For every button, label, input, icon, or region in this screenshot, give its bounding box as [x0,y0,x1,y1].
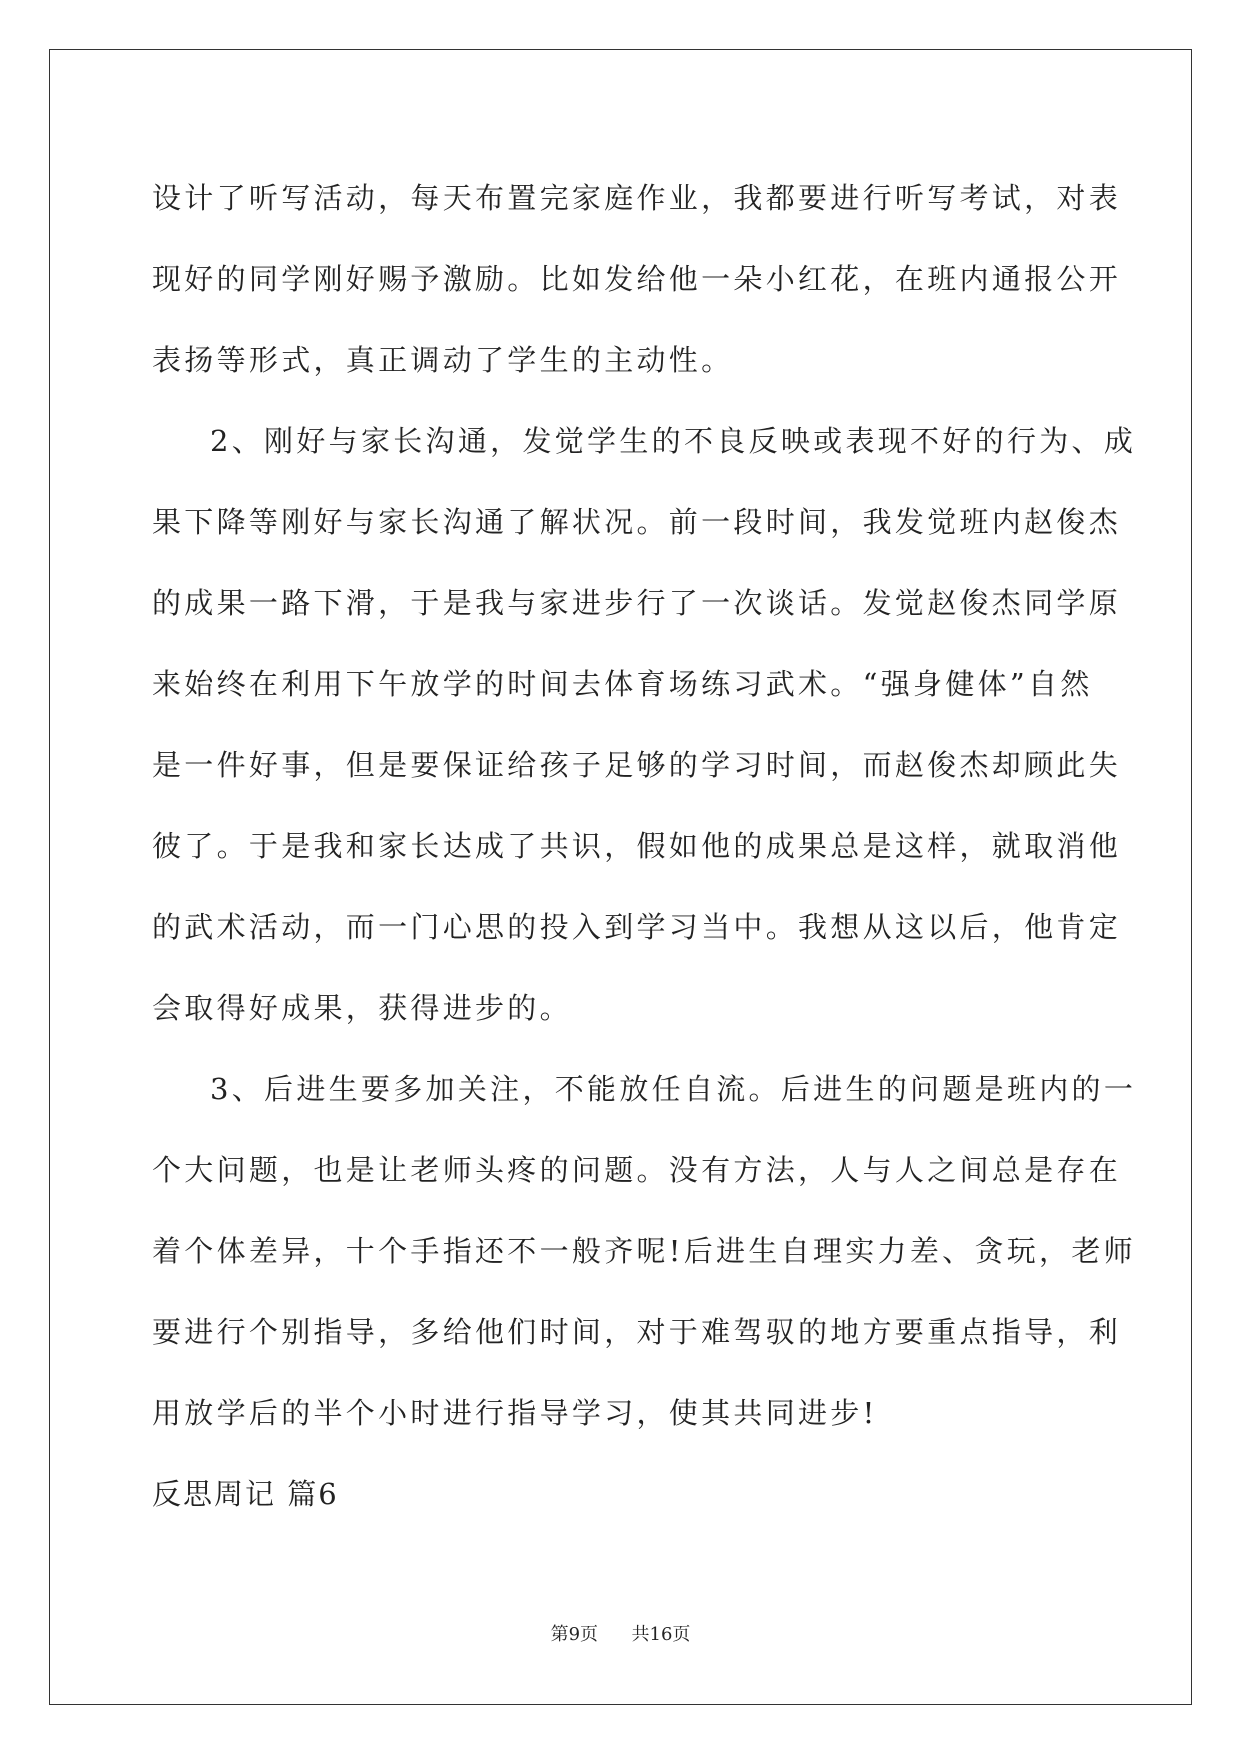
page-number-total: 共16页 [631,1624,691,1645]
text-line: 用放学后的半个小时进行指导学习，使其共同进步! [152,1396,878,1430]
paragraph-start-line: 3、后进生要多加关注，不能放任自流。后进生的问题是班内的一 [210,1072,1137,1106]
text-line: 表扬等形式，真正调动了学生的主动性。 [152,343,734,377]
text-line: 是一件好事，但是要保证给孩子足够的学习时间，而赵俊杰却顾此失 [152,748,1122,782]
document-body [152,158,1137,1535]
text-line: 会取得好成果，获得进步的。 [152,991,572,1025]
text-line: 彼了。于是我和家长达成了共识，假如他的成果总是这样，就取消他 [152,829,1122,863]
paragraph-start-line: 2、刚好与家长沟通，发觉学生的不良反映或表现不好的行为、成 [210,424,1137,458]
text-line: 果下降等刚好与家长沟通了解状况。前一段时间，我发觉班内赵俊杰 [152,505,1122,539]
text-line: 要进行个别指导，多给他们时间，对于难驾驭的地方要重点指导，利 [152,1315,1122,1349]
text-line: 现好的同学刚好赐予激励。比如发给他一朵小红花，在班内通报公开 [152,262,1122,296]
text-line: 的武术活动，而一门心思的投入到学习当中。我想从这以后，他肯定 [152,910,1122,944]
page-footer [0,1620,1241,1646]
text-line: 着个体差异，十个手指还不一般齐呢!后进生自理实力差、贪玩，老师 [152,1234,1136,1268]
section-heading: 反思周记 篇6 [152,1477,339,1511]
text-line: 来始终在利用下午放学的时间去体育场练习武术。“强身健体”自然 [152,667,1093,701]
text-line: 的成果一路下滑，于是我与家进步行了一次谈话。发觉赵俊杰同学原 [152,586,1122,620]
text-line: 个大问题，也是让老师头疼的问题。没有方法，人与人之间总是存在 [152,1153,1122,1187]
text-line: 设计了听写活动，每天布置完家庭作业，我都要进行听写考试，对表 [152,181,1122,215]
page-number-current: 第9页 [550,1624,599,1645]
